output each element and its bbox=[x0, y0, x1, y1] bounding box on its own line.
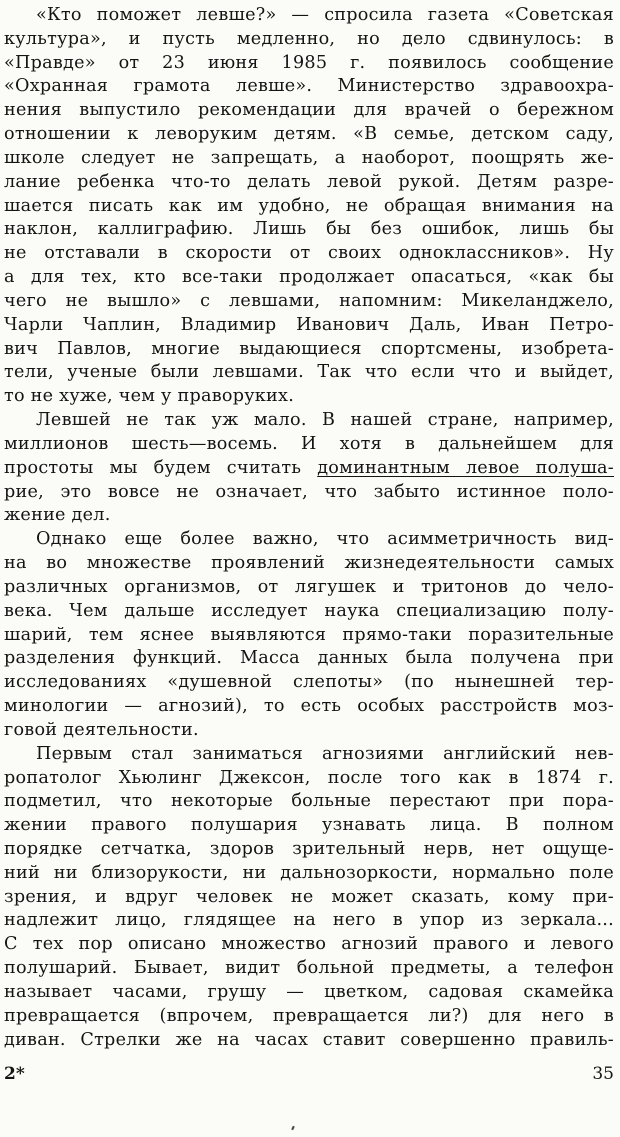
text-line: ний ни близорукости, ни дальнозоркости, нормально поле bbox=[4, 862, 614, 883]
text-line: то не хуже, чем у праворуких. bbox=[4, 386, 295, 407]
text-line: нения выпустило рекомендации для врачей о бережном bbox=[4, 100, 614, 121]
text-line: «Правде» от 23 июня 1985 г. появилось сообщение bbox=[4, 52, 614, 73]
printer-signature: 2* bbox=[4, 1064, 25, 1084]
text-line: чего не вышло» с левшами, напомним: Микеланджело, bbox=[4, 290, 614, 311]
text-line: на во множестве проявлений жизнедеятельности самых bbox=[4, 553, 614, 574]
body-text bbox=[4, 4, 614, 1052]
text-line: лание ребенка что-то делать левой рукой. Детям разре- bbox=[4, 171, 614, 192]
page-footer bbox=[4, 1062, 614, 1086]
underlined-phrase: доминантным левое полуша- bbox=[317, 457, 614, 478]
text-line: вич Павлов, многие выдающиеся спортсмены, изобрета- bbox=[4, 338, 614, 359]
text-line: жении правого полушария узнавать лица. В полном bbox=[4, 815, 614, 836]
text-line: Левшей не так уж мало. В нашей стране, например, bbox=[36, 410, 614, 431]
text-line: превращается (впрочем, превращается ли?) для него в bbox=[4, 1005, 614, 1026]
text-line: тели, ученые были левшами. Так что если что и выйдет, bbox=[4, 362, 614, 383]
text-line: надлежит лицо, глядящее на него в упор из зеркала... bbox=[4, 910, 614, 931]
text-line: а для тех, кто все-таки продолжает опасаться, «как бы bbox=[4, 267, 614, 288]
text-line: Однако еще более важно, что асимметричность вид- bbox=[36, 529, 614, 550]
text-line: говой деятельности. bbox=[4, 719, 199, 740]
text-line: жение дел. bbox=[4, 505, 111, 526]
text-line: минологии — агнозий), то есть особых расстройств моз- bbox=[4, 696, 614, 717]
text-line: шается писать как им удобно, не обращая внимания на bbox=[4, 195, 614, 216]
text-line: ропатолог Хьюлинг Джексон, после того как в 1874 г. bbox=[4, 767, 614, 788]
text-line: подметил, что некоторые больные перестают при пора- bbox=[4, 791, 614, 812]
text-line: диван. Стрелки же на часах ставит совершенно правиль- bbox=[4, 1029, 614, 1050]
scan-speck bbox=[291, 1126, 295, 1130]
text-line: исследованиях «душевной слепоты» (по нынешней тер- bbox=[4, 672, 614, 693]
text-line: разделения функций. Масса данных была получена при bbox=[4, 648, 614, 669]
text-line: отношении к леворуким детям. «В семье, детском саду, bbox=[4, 124, 614, 145]
text-line: Первым стал заниматься агнозиями английский нев- bbox=[36, 743, 614, 764]
text-line: школе следует не запрещать, а наоборот, поощрять же- bbox=[4, 147, 614, 168]
text-line: культура», и пусть медленно, но дело сдвинулось: в bbox=[4, 28, 614, 49]
text-line: не отставали в скорости от своих одноклассников». Ну bbox=[4, 243, 614, 264]
text-line: полушарий. Бывает, видит больной предметы, а телефон bbox=[4, 958, 614, 979]
text-line: различных организмов, от лягушек и тритонов до чело- bbox=[4, 576, 614, 597]
text-line: шарий, тем яснее выявляются прямо-таки поразительные bbox=[4, 624, 614, 645]
text-line: С тех пор описано множество агнозий правого и левого bbox=[4, 934, 614, 955]
text-line: Чарли Чаплин, Владимир Иванович Даль, Иван Петро- bbox=[4, 314, 614, 335]
text-line: миллионов шесть—восемь. И хотя в дальнейшем для bbox=[4, 433, 614, 454]
text-line: века. Чем дальше исследует наука специализацию полу- bbox=[4, 600, 614, 621]
text-line: порядке сетчатка, здоров зрительный нерв, нет ощуще- bbox=[4, 838, 614, 859]
text-line: рие, это вовсе не означает, что забыто истинное поло- bbox=[4, 481, 614, 502]
text-line: наклон, каллиграфию. Лишь бы без ошибок, лишь бы bbox=[4, 219, 614, 240]
text-line: «Охранная грамота левше». Министерство здравоохра- bbox=[4, 76, 614, 97]
text-line: «Кто поможет левше?» — спросила газета «Советская bbox=[36, 5, 614, 25]
page-number: 35 bbox=[592, 1064, 614, 1084]
text-segment: простоты мы будем считать bbox=[4, 457, 318, 478]
text-line: называет часами, грушу — цветком, садовая скамейка bbox=[4, 981, 614, 1002]
text-line: зрения, и вдруг человек не может сказать, кому при- bbox=[4, 886, 614, 907]
text-line bbox=[4, 457, 614, 481]
